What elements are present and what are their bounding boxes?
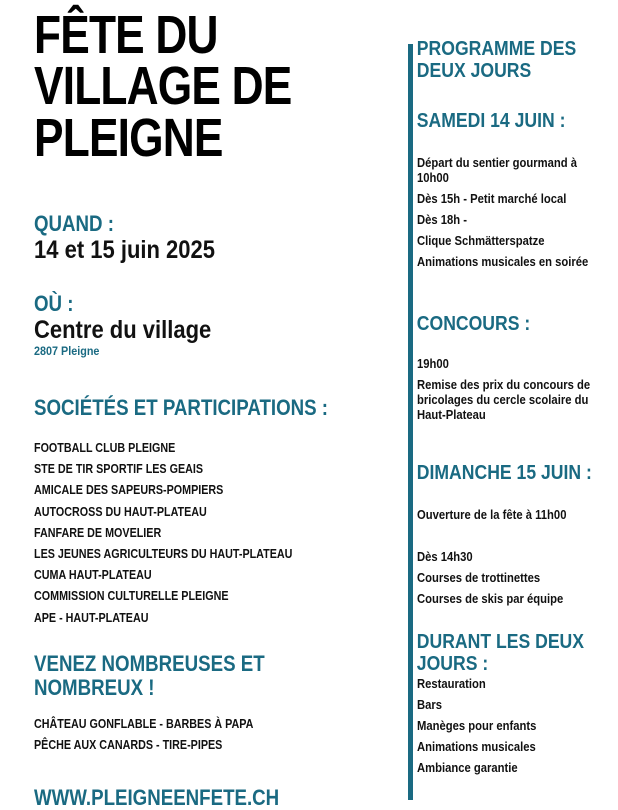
where-label: OÙ : xyxy=(34,291,74,316)
program-item: Ambiance garantie xyxy=(417,761,518,775)
where-postal: 2807 Pleigne xyxy=(34,344,100,358)
list-item: FANFARE DE MOVELIER xyxy=(34,525,162,540)
list-item: CUMA HAUT-PLATEAU xyxy=(34,568,152,583)
list-item: AMICALE DES SAPEURS-POMPIERS xyxy=(34,483,224,498)
website-section xyxy=(34,786,322,810)
program-heading-line2: DEUX JOURS xyxy=(416,60,532,82)
program-heading-block xyxy=(408,38,618,82)
event-title-block xyxy=(34,5,434,168)
both-days-heading-line2: JOURS : xyxy=(416,653,489,675)
societies-heading: SOCIÉTÉS ET PARTICIPATIONS : xyxy=(34,395,329,420)
program-item: Dès 18h - xyxy=(417,213,468,227)
program-item: Courses de skis par équipe xyxy=(417,592,564,606)
when-section xyxy=(34,212,240,264)
program-heading-line1: PROGRAMME DES xyxy=(416,38,577,60)
program-item: Départ du sentier gourmand à 10h00 xyxy=(417,156,578,185)
program-item: Restauration xyxy=(417,677,486,691)
where-value: Centre du village xyxy=(34,316,212,344)
where-section xyxy=(34,292,235,358)
list-item: AUTOCROSS DU HAUT-PLATEAU xyxy=(34,504,207,519)
contest-text: Remise des prix du concours de bricolages du cercle scolaire du Haut-Plateau xyxy=(417,378,591,422)
saturday-heading: SAMEDI 14 JUIN : xyxy=(416,110,566,132)
when-value: 14 et 15 juin 2025 xyxy=(34,236,216,264)
sunday-section xyxy=(408,462,618,613)
program-item: Animations musicales xyxy=(417,740,536,754)
list-item: STE DE TIR SPORTIF LES GEAIS xyxy=(34,462,204,477)
program-item: Manèges pour enfants xyxy=(417,719,537,733)
program-item: Animations musicales en soirée xyxy=(417,255,589,269)
welcome-heading-line2: NOMBREUX ! xyxy=(34,675,155,700)
list-item: FOOTBALL CLUB PLEIGNE xyxy=(34,441,176,455)
sunday-heading: DIMANCHE 15 JUIN : xyxy=(416,462,592,484)
list-item: LES JEUNES AGRICULTEURS DU HAUT-PLATEAU xyxy=(34,546,293,561)
program-item: Dès 15h - Petit marché local xyxy=(417,192,567,206)
list-item: CHÂTEAU GONFLABLE - BARBES À PAPA xyxy=(34,717,254,731)
saturday-section xyxy=(408,110,618,287)
program-item: Courses de trottinettes xyxy=(417,571,541,585)
societies-list xyxy=(34,438,380,629)
welcome-list xyxy=(34,714,305,756)
contest-heading: CONCOURS : xyxy=(416,313,531,335)
program-item: Bars xyxy=(417,698,443,712)
list-item: PÊCHE AUX CANARDS - TIRE-PIPES xyxy=(34,738,223,753)
event-title: FÊTE DU VILLAGE DE PLEIGNE xyxy=(34,5,292,168)
when-label: QUAND : xyxy=(34,211,114,236)
welcome-section xyxy=(34,652,305,756)
list-item: COMMISSION CULTURELLE PLEIGNE xyxy=(34,589,229,604)
program-item: Dès 14h30 xyxy=(417,550,473,564)
sunday-opening: Ouverture de la fête à 11h00 xyxy=(417,508,567,522)
welcome-heading-line1: VENEZ NOMBREUSES ET xyxy=(34,651,265,676)
program-item: Clique Schmätterspatze xyxy=(417,234,545,248)
both-days-section xyxy=(408,631,618,782)
both-days-heading-line1: DURANT LES DEUX xyxy=(416,631,585,653)
societies-section xyxy=(34,396,380,629)
list-item: APE - HAUT-PLATEAU xyxy=(34,610,149,625)
contest-section xyxy=(408,313,618,423)
contest-time: 19h00 xyxy=(417,357,449,371)
website-link[interactable]: WWW.PLEIGNEENFETE.CH xyxy=(34,785,280,810)
